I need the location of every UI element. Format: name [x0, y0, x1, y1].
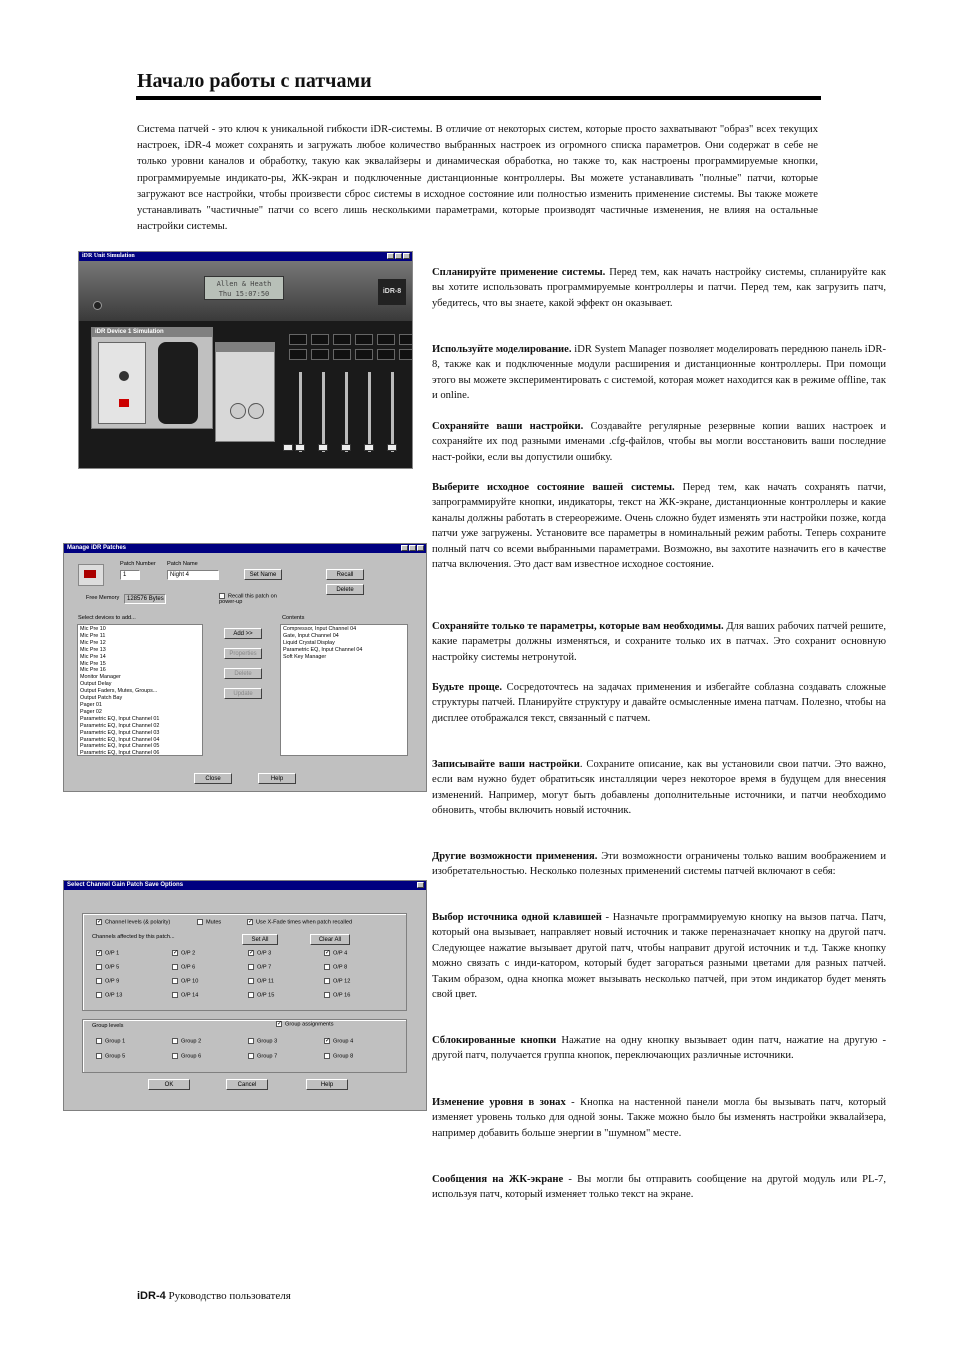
recall-power-option[interactable]: Recall this patch on power-up: [219, 593, 277, 606]
sim-front-panel: [79, 261, 412, 321]
minimize-icon[interactable]: [401, 545, 408, 551]
section-save-settings: Сохраняйте ваши настройки. Создавайте регулярные резервные копии ваших настроек и сохраняйте их под разными именами .cfg-файлов, чтобы вы могли восстановить ваши последние наст-ройки, если вы допустили ошибку.: [432, 421, 887, 463]
list-item[interactable]: Output Delay: [80, 681, 112, 688]
sim-lcd: Allen & Heath Thu 15:07:50: [204, 276, 284, 300]
section-save-needed: Сохраняйте только те параметры, которые вам необходимы. Для ваших рабочих патчей решите, какие параметры должны изменяться, и сохраните только их в патчах. Это сохранит основную настройку системы нетронутой.: [432, 621, 886, 663]
sim-brand: iDR-8: [378, 279, 406, 305]
output-checkbox[interactable]: O/P 10: [172, 978, 198, 984]
list-item[interactable]: Parametric EQ, Input Channel 05: [80, 743, 160, 750]
set-all-button[interactable]: Set All: [242, 934, 278, 945]
group-checkbox[interactable]: Group 1: [96, 1038, 125, 1044]
sim-fader-cap[interactable]: [387, 444, 397, 451]
update-button[interactable]: Update: [224, 688, 262, 699]
page-footer: iDR-4 Руководство пользователя: [137, 1290, 291, 1302]
list-item[interactable]: Gate, Input Channel 04: [283, 632, 339, 639]
rotary-knob-icon[interactable]: [119, 371, 129, 381]
channel-levels-option[interactable]: ✓ Channel levels (& polarity): [97, 919, 171, 926]
output-checkbox[interactable]: ✓ O/P 1: [97, 950, 120, 957]
list-item[interactable]: Parametric EQ, Input Channel 01: [80, 715, 160, 722]
section-lcd-messages: Сообщения на ЖК-экране - Вы могли бы отправить сообщение на другой модуль или PL-7, используя патч, который изменяет только текст на экране.: [432, 1174, 887, 1201]
list-item[interactable]: Mic Pre 13: [80, 646, 106, 653]
list-item[interactable]: Parametric EQ, Input Channel 04: [80, 736, 160, 743]
list-item[interactable]: Monitor Manager: [80, 674, 121, 681]
red-indicator-icon: [119, 399, 129, 407]
close-icon[interactable]: [403, 253, 410, 259]
mutes-option[interactable]: Mutes: [197, 919, 221, 925]
contents-label: Contents: [282, 615, 305, 621]
add-button[interactable]: Add >>: [224, 628, 262, 639]
remote-controller-panel: [98, 342, 146, 424]
sim-fader[interactable]: [299, 372, 302, 452]
group-checkbox[interactable]: Group 8: [324, 1053, 353, 1059]
group-checkbox[interactable]: Group 3: [248, 1038, 277, 1044]
section-initial-state: Выберите исходное состояние вашей системы. Перед тем, как начать сохранять патчи, запрограммируйте кнопки, индикаторы, текст на ЖК-экране, дистанционные контроллеры и какие каналы должны работать в стереорежиме. Очень сложно будет изменять эти настройки позже, когда патчи уже загружены. Установите все параметры в номинальный режим работы. Теперь сохраните полный патч со всеми выбранными параметрами. Возможно, вы захотите назначить его в качестве патча включения. Это даст вам известное исходное состояние.: [432, 482, 886, 571]
close-icon[interactable]: [417, 882, 424, 888]
group-checkbox[interactable]: ✓ Group 4: [325, 1038, 354, 1045]
list-item[interactable]: Parametric EQ, Input Channel 06: [80, 750, 160, 756]
recall-button[interactable]: Recall: [326, 569, 364, 580]
close-icon[interactable]: [417, 545, 424, 551]
sim-sub-device-window: [215, 342, 275, 442]
sim-sub-device-titlebar: [216, 343, 274, 352]
sim-key-row-2[interactable]: [289, 349, 413, 360]
list-item[interactable]: Output Faders, Mutes, Groups...: [80, 688, 158, 695]
gain-options-window: [63, 880, 427, 1111]
list-item[interactable]: Output Patch Bay: [80, 695, 123, 702]
minimize-icon[interactable]: [387, 253, 394, 259]
section-one-key: Выбор источника одной клавишей - Назначьте программируемую кнопку на вызов патча. Патч, который она вызывает, направляет новый источник и также переназначает кнопку на другой патч. Следующее нажатие вызывает другой патч, чтобы направит другой источник и т.д. Также кнопку можно связать с инди-катором, который будет загораться разными цветами для разных патчей. Таким образом, одна кнопка может вызывать несколько патчей, при этом индикатор будет менять свой цвет.: [432, 912, 887, 1001]
round-button-icon[interactable]: [230, 403, 246, 419]
group-checkbox[interactable]: Group 7: [248, 1053, 277, 1059]
help-gain-button[interactable]: Help: [306, 1079, 348, 1090]
section-other: Другие возможности применения. Эти возможности ограничены только вашим воображением и изобретательностью. Несколько полезных применений системы патчей включают в себя:: [432, 851, 886, 878]
list-item[interactable]: Parametric EQ, Input Channel 02: [80, 722, 160, 729]
sim-fader[interactable]: [391, 372, 394, 452]
patch-name-label: Patch Name: [167, 561, 198, 567]
sim-device-window: [91, 327, 213, 429]
list-item[interactable]: Soft Key Manager: [283, 653, 327, 660]
output-checkbox[interactable]: O/P 16: [324, 992, 350, 998]
group-checkbox[interactable]: Group 6: [172, 1053, 201, 1059]
delete-patch-button[interactable]: Delete: [326, 584, 364, 595]
section-zones: Изменение уровня в зонах - Кнопка на настенной панели могла бы вызывать патч, который изменяет уровень только для одной зоны. Также можно было бы изменять настройки эквалайзера, например добавить больше энергии в "шумном" месте.: [432, 1097, 886, 1139]
list-item[interactable]: Mic Pre 10: [80, 626, 106, 632]
list-item[interactable]: Mic Pre 12: [80, 639, 106, 646]
free-memory-label: Free Memory: [86, 595, 120, 601]
cancel-button[interactable]: Cancel: [226, 1079, 268, 1090]
list-item[interactable]: Mic Pre 11: [80, 632, 106, 639]
xfade-option[interactable]: ✓ Use X-Fade times when patch recalled: [248, 919, 353, 926]
output-checkbox[interactable]: O/P 8: [324, 964, 347, 970]
group-checkbox[interactable]: Group 2: [172, 1038, 201, 1044]
output-checkbox[interactable]: O/P 9: [96, 978, 119, 984]
close-button[interactable]: Close: [194, 773, 232, 784]
sim-fader-cap[interactable]: [341, 444, 351, 451]
channels-group: [82, 913, 407, 1011]
sim-fader-cap[interactable]: [318, 444, 328, 451]
round-button-icon[interactable]: [248, 403, 264, 419]
wall-panel: [158, 342, 198, 424]
group-assignments-option[interactable]: ✓ Group assignments: [277, 1021, 334, 1028]
maximize-icon[interactable]: [409, 545, 416, 551]
list-item[interactable]: Pager 02: [80, 708, 102, 715]
maximize-icon[interactable]: [395, 253, 402, 259]
list-item[interactable]: Mic Pre 16: [80, 667, 106, 674]
free-memory-value: 128576 Bytes: [124, 594, 166, 604]
clear-all-button[interactable]: Clear All: [310, 934, 350, 945]
gain-titlebar: Select Channel Gain Patch Save Options: [64, 881, 426, 890]
manage-patches-window: [63, 543, 427, 792]
delete-device-button[interactable]: Delete: [224, 668, 262, 679]
sim-fader[interactable]: [345, 372, 348, 452]
group-checkbox[interactable]: Group 5: [96, 1053, 125, 1059]
title-rule: [136, 96, 821, 100]
groups-group: [82, 1019, 407, 1073]
output-checkbox[interactable]: ✓ O/P 2: [173, 950, 196, 957]
contents-list[interactable]: [280, 624, 408, 756]
output-checkbox[interactable]: ✓ O/P 4: [325, 950, 348, 957]
sim-fader-cap[interactable]: [283, 444, 293, 451]
list-item[interactable]: Mic Pre 15: [80, 660, 106, 667]
sim-key-row-1[interactable]: [289, 334, 413, 345]
sim-titlebar: iDR Unit Simulation: [79, 252, 412, 261]
set-name-button[interactable]: Set Name: [244, 569, 282, 580]
section-keep-simple: Будьте проще. Сосредоточтесь на задачах применения и избегайте соблазна создавать сложные структуры патчей. Планируйте структуру и давайте осмысленные имена патчам. Полезно, чтобы на дисплее отображался текст, связанный с патчем.: [432, 682, 886, 724]
output-checkbox[interactable]: O/P 7: [248, 964, 271, 970]
ok-button[interactable]: OK: [148, 1079, 190, 1090]
patch-name-field[interactable]: Night 4: [167, 570, 219, 580]
section-locked-buttons: Сблокированные кнопки Нажатие на одну кнопку вызывает один патч, нажатие на другую - другой патч, получается группа кнопок, переключающих различные источники.: [432, 1035, 886, 1062]
sim-fader-cap[interactable]: [295, 444, 305, 451]
patch-number-field[interactable]: 1: [120, 570, 140, 580]
output-checkbox[interactable]: O/P 15: [248, 992, 274, 998]
section-plan: Спланируйте применение системы. Перед тем, как начать настройку системы, спланируйте как вы хотите использовать программируемые контроллеры и патчи. Перед тем, как загрузить патч, убедитесь, что вы знаете, какой эффект он оказывает.: [432, 267, 886, 309]
output-checkbox[interactable]: ✓ O/P 3: [249, 950, 272, 957]
section-simulation: Используйте моделирование. iDR System Manager позволяет моделировать переднюю панель iDR-8, также как и подключенные модули расширения и дистанционные контроллеры. При помощи этого вы можете экспериментировать с системой, которая может находится как в режиме offline, так и online.: [432, 344, 886, 402]
page-title: Начало работы с патчами: [137, 70, 372, 92]
headphone-jack-icon: [93, 301, 102, 310]
patch-icon: [78, 564, 104, 586]
list-item[interactable]: Parametric EQ, Input Channel 03: [80, 729, 160, 736]
sim-fader[interactable]: [368, 372, 371, 452]
list-item[interactable]: Parametric EQ, Input Channel 04: [283, 646, 363, 653]
sim-device-titlebar: iDR Device 1 Simulation: [92, 328, 212, 337]
channels-affected-label: Channels affected by this patch...: [92, 934, 175, 940]
output-checkbox[interactable]: O/P 5: [96, 964, 119, 970]
list-item[interactable]: Compressor, Input Channel 04: [283, 626, 357, 632]
simulation-screenshot: [78, 251, 413, 469]
output-checkbox[interactable]: O/P 11: [248, 978, 274, 984]
output-checkbox[interactable]: O/P 14: [172, 992, 198, 998]
patch-number-label: Patch Number: [120, 561, 156, 567]
intro-paragraph: Система патчей - это ключ к уникальной гибкости iDR-системы. В отличие от некоторых систем, которые просто захватывают "образ" всех текущих настроек, iDR-4 может сохранять и загружать любое количество выбранных настроек из огромного списка параметров. Они содержат в себе не только уровни каналов и обработку, такую как эквалайзеры и динамическая обработка, но также то, как настроены программируемые кнопки, программируемые индикато-ры, ЖК-экран и подключенные дистанционные контроллеры. Вы можете устанавливать "полные" патчи, которые загружают все настройки, чтобы произвести сброс системы в исходное состояние или полностью изменить применение системы. Вы также можете устанавливать "частичные" патчи со всего лишь несколькими параметрами, которые производят частичные изменения, не влияя на остальные настройки системы.: [137, 124, 818, 233]
help-button[interactable]: Help: [258, 773, 296, 784]
sim-fader[interactable]: [322, 372, 325, 452]
output-checkbox[interactable]: O/P 6: [172, 964, 195, 970]
section-record: Записывайте ваши настройки. Сохраните описание, как вы установили свои патчи. Это важно, если вам нужно будет обратитьсяк инсталляции через некоторое время в будущем для внесения изменений. Например, могут быть добавлены дополнительные источники, и патчи необходимо обновить, чтобы включить новый источник.: [432, 759, 886, 817]
properties-button[interactable]: Properties: [224, 648, 262, 659]
list-item[interactable]: Mic Pre 14: [80, 653, 106, 660]
output-checkbox[interactable]: O/P 13: [96, 992, 122, 998]
group-levels-label: Group levels: [92, 1023, 124, 1029]
devices-list[interactable]: [77, 624, 203, 756]
list-item[interactable]: Pager 01: [80, 701, 102, 708]
manage-titlebar: Manage iDR Patches: [64, 544, 426, 553]
output-checkbox[interactable]: O/P 12: [324, 978, 350, 984]
sim-fader-cap[interactable]: [364, 444, 374, 451]
list-item[interactable]: Liquid Crystal Display: [283, 639, 335, 646]
select-devices-label: Select devices to add...: [78, 615, 136, 621]
